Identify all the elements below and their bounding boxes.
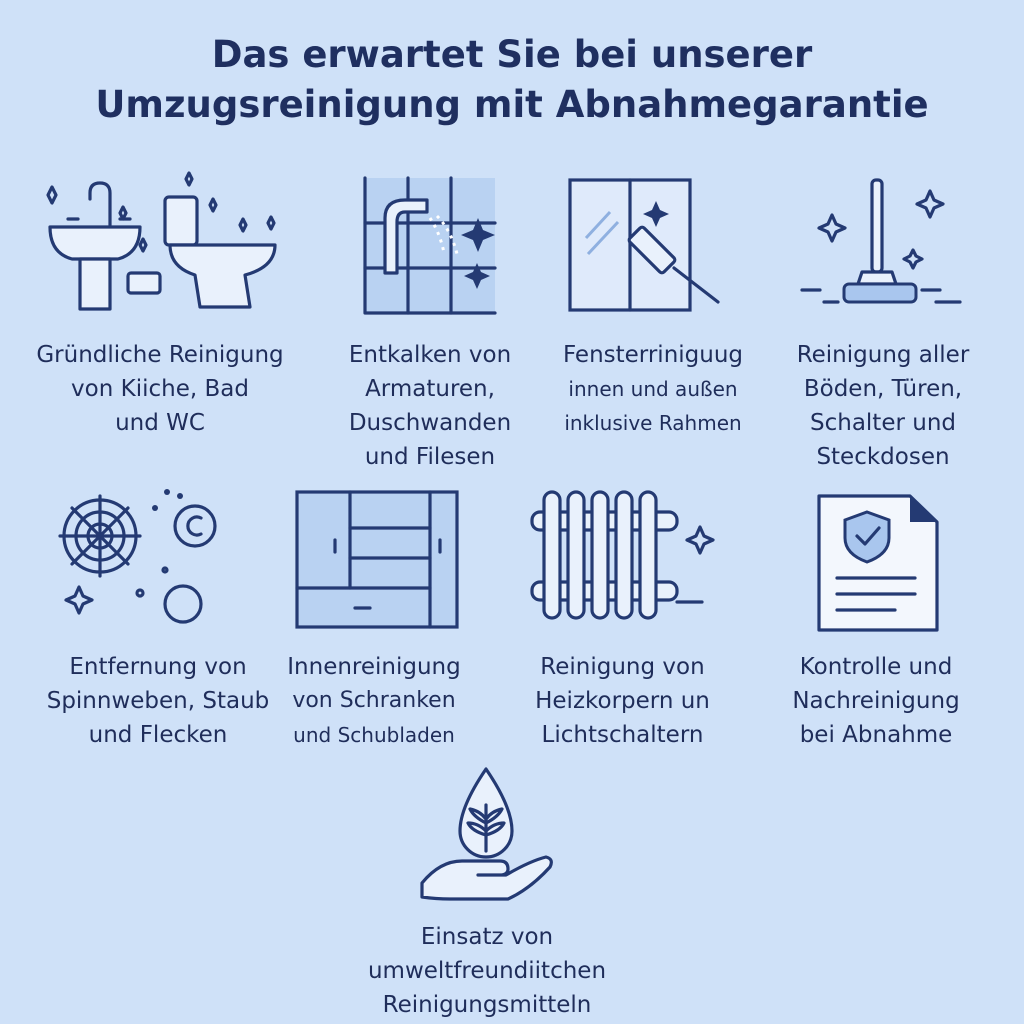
window-squeegee-icon [568, 178, 728, 318]
shield-document-icon [815, 492, 940, 634]
item-label-3: Fensterriniguug innen und außen inklusive Rahmen [562, 342, 744, 435]
faucet-tiles-icon [365, 178, 495, 313]
cabinet-icon [295, 490, 460, 630]
eco-hand-drop-icon [420, 765, 555, 910]
floor-mop-icon [800, 180, 965, 315]
sink-toilet-icon [40, 175, 280, 315]
radiator-icon [530, 490, 720, 620]
item-label-4: Reinigung aller Böden, Türen, Schalter und Steckdosen [796, 342, 970, 470]
cobweb-dust-icon [55, 488, 225, 628]
page-title [0, 30, 1024, 130]
page-title-line-1: Das erwartet Sie bei unserer [211, 33, 813, 76]
item-label-8: Kontrolle und Nachreinigung bei Abnahme [792, 654, 960, 748]
page-title-line-2: Umzugsreinigung mit Abnahmegarantie [95, 83, 929, 126]
item-label-1: Gründliche Reinigung von Kiiche, Bad und WC [36, 342, 284, 436]
item-label-5: Entfernung von Spinnweben, Staub und Flecken [46, 654, 270, 748]
item-label-7: Reinigung von Heizkorpern un Lichtschaltern [535, 654, 710, 748]
item-label-6: Innenreinigung von Schranken und Schubladen [287, 654, 461, 747]
item-label-2: Entkalken von Armaturen, Duschwanden und Filesen [348, 342, 512, 470]
item-label-9: Einsatz von umweltfreundiitchen Reinigungsmitteln [367, 924, 607, 1018]
